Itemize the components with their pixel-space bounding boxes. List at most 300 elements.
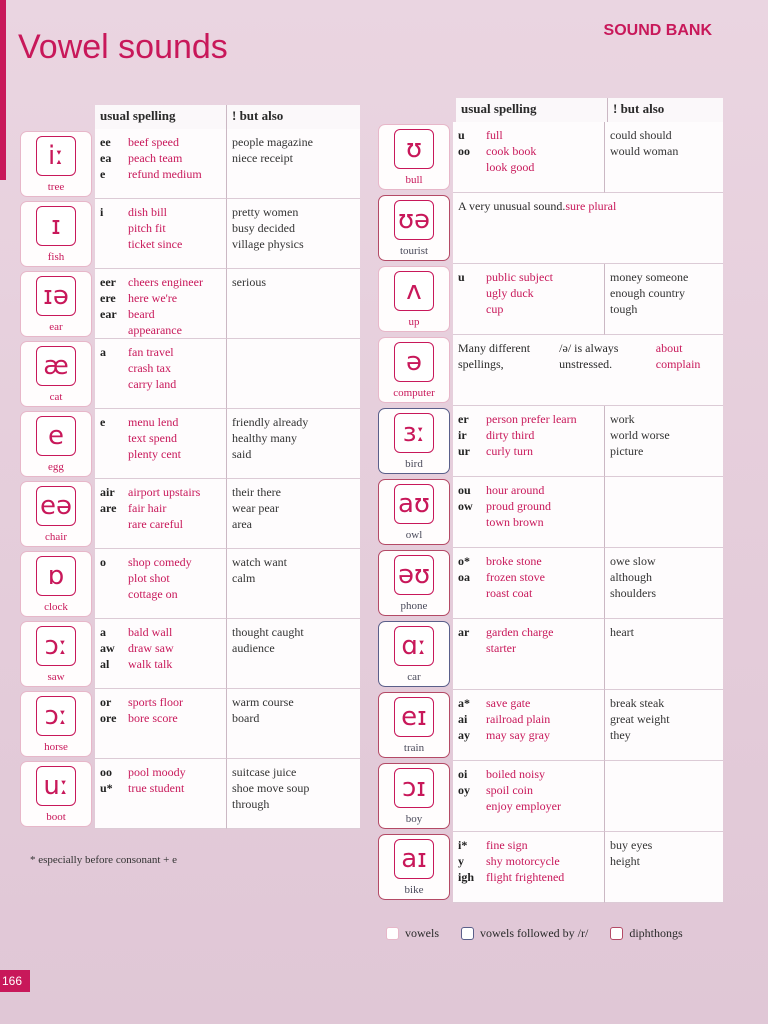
note-line: sure plural — [565, 199, 617, 213]
sound-keyword: egg — [48, 461, 64, 473]
example-word: crash tax — [128, 361, 171, 375]
but-also-cell — [605, 619, 723, 690]
sound-card[interactable] — [378, 479, 450, 545]
spelling-letter: u* — [100, 781, 113, 795]
phonetic-symbol-icon: ɜː — [394, 413, 434, 453]
spelling-letter: eer — [100, 275, 116, 289]
exception-word: audience — [232, 641, 275, 655]
vowel-row — [20, 549, 360, 619]
phonetic-symbol-icon: ɑː — [394, 626, 434, 666]
usual-spelling-cell — [95, 759, 227, 829]
vowel-row — [378, 264, 723, 335]
but-also-cell — [605, 832, 723, 903]
phonetic-symbol-icon: ʊə — [394, 200, 434, 240]
sound-keyword: tourist — [399, 245, 429, 257]
spelling-letters — [458, 837, 486, 897]
spelling-letters — [458, 695, 486, 755]
spelling-letters — [458, 127, 486, 187]
spelling-letters — [100, 204, 128, 263]
col-usual-spelling: usual spelling — [95, 105, 227, 129]
spelling-letter: air — [100, 485, 115, 499]
spelling-letter: ere — [100, 291, 116, 305]
spelling-letter: al — [100, 657, 110, 671]
vowel-row — [378, 761, 723, 832]
example-words — [486, 624, 553, 684]
page-number: 166 — [0, 970, 30, 992]
exception-word: board — [232, 711, 260, 725]
usual-spelling-cell — [95, 479, 227, 549]
phonetic-symbol-icon: eə — [36, 486, 76, 526]
exception-word: calm — [232, 571, 256, 585]
example-word: appearance — [128, 323, 182, 337]
vowel-row — [20, 339, 360, 409]
example-word: here we're — [128, 291, 178, 305]
spelling-letter: ar — [458, 625, 470, 639]
vowel-row — [378, 619, 723, 690]
example-word: refund medium — [128, 167, 202, 181]
sound-keyword: saw — [47, 671, 65, 683]
phonetic-symbol-icon: ɔɪ — [394, 768, 434, 808]
example-word: carry land — [128, 377, 177, 391]
usual-spelling-cell — [95, 269, 227, 339]
sound-card[interactable] — [20, 761, 92, 827]
sound-keyword: bull — [405, 174, 423, 186]
example-word: person prefer learn — [486, 412, 577, 426]
sound-keyword: computer — [393, 387, 435, 399]
spelling-letter: aw — [100, 641, 115, 655]
example-word: dish bill — [128, 205, 168, 219]
note-cell — [453, 335, 723, 406]
spelling-letters — [458, 482, 486, 542]
spelling-letter: a — [100, 625, 106, 639]
vowel-row — [378, 122, 723, 193]
vowel-row — [378, 690, 723, 761]
example-words — [486, 837, 564, 897]
sound-keyword: chair — [45, 531, 67, 543]
spelling-letters — [100, 484, 128, 543]
example-word: shy motorcycle — [486, 854, 560, 868]
sound-card[interactable] — [20, 131, 92, 197]
footnote: * especially before consonant + e — [30, 854, 178, 866]
spelling-letter: ou — [458, 483, 471, 497]
sound-card[interactable] — [20, 691, 92, 757]
spelling-letters — [458, 553, 486, 613]
vowel-row — [20, 199, 360, 269]
note-line: A very unusual sound. — [458, 199, 566, 213]
exception-word: shoulders — [610, 586, 656, 600]
example-word: draw saw — [128, 641, 174, 655]
phonetic-symbol-icon: aɪ — [394, 839, 434, 879]
sound-card[interactable] — [20, 551, 92, 617]
sound-card[interactable] — [378, 621, 450, 687]
example-words — [128, 554, 192, 613]
example-words — [486, 695, 550, 755]
spelling-letter: igh — [458, 870, 475, 884]
sound-card[interactable] — [20, 621, 92, 687]
example-word: fan travel — [128, 345, 174, 359]
example-word: beef speed — [128, 135, 179, 149]
example-words — [128, 134, 202, 193]
but-also-cell — [227, 759, 360, 829]
exception-word: break steak — [610, 696, 665, 710]
example-word: true student — [128, 781, 185, 795]
usual-spelling-cell — [453, 619, 605, 690]
vowel-row — [20, 409, 360, 479]
spelling-letter: a — [100, 345, 106, 359]
spelling-letters — [100, 414, 128, 473]
exception-word: pretty women — [232, 205, 299, 219]
exception-word: tough — [610, 302, 638, 316]
col-usual-spelling: usual spelling — [456, 98, 608, 122]
example-word: public subject — [486, 270, 553, 284]
exception-word: money someone — [610, 270, 689, 284]
spelling-letter: e — [100, 415, 106, 429]
example-word: railroad plain — [486, 712, 551, 726]
but-also-cell — [227, 689, 360, 759]
left-rows — [20, 129, 360, 829]
usual-spelling-cell — [453, 406, 605, 477]
spelling-letter: are — [100, 501, 117, 515]
example-word: garden charge — [486, 625, 554, 639]
col-but-also: ! but also — [613, 101, 665, 116]
table-header — [456, 98, 723, 122]
example-word: full — [486, 128, 503, 142]
exception-word: niece receipt — [232, 151, 293, 165]
phonetic-symbol-icon: ɪə — [36, 276, 76, 316]
usual-spelling-cell — [453, 761, 605, 832]
exception-word: suitcase juice — [232, 765, 297, 779]
usual-spelling-cell — [453, 122, 605, 193]
vowel-row — [20, 619, 360, 689]
spelling-letters — [458, 766, 486, 826]
vowel-row — [378, 477, 723, 548]
but-also-cell — [227, 409, 360, 479]
spelling-letters — [100, 764, 128, 823]
spelling-letter: ore — [100, 711, 117, 725]
example-word: save gate — [486, 696, 531, 710]
spelling-letter: oo — [458, 144, 470, 158]
but-also-cell — [227, 199, 360, 269]
sound-keyword: boy — [405, 813, 423, 825]
example-word: bore score — [128, 711, 178, 725]
example-word: plot shot — [128, 571, 170, 585]
but-also-cell — [605, 406, 723, 477]
spelling-letter: a* — [458, 696, 470, 710]
legend — [386, 926, 683, 941]
exception-word: could should — [610, 128, 672, 142]
spelling-letters — [100, 554, 128, 613]
example-word: walk talk — [128, 657, 173, 671]
sound-card[interactable] — [378, 266, 450, 332]
vowel-row — [378, 406, 723, 477]
exception-word: work — [610, 412, 635, 426]
right-rows — [378, 122, 723, 903]
usual-spelling-cell — [453, 264, 605, 335]
sound-keyword: up — [408, 316, 420, 328]
vowel-row — [378, 832, 723, 903]
exception-word: would woman — [610, 144, 679, 158]
spelling-letters — [458, 411, 486, 471]
example-word: peach team — [128, 151, 183, 165]
vowel-row — [20, 689, 360, 759]
spelling-letters — [100, 344, 128, 403]
vowel-row — [378, 335, 723, 406]
sound-keyword: fish — [47, 251, 65, 263]
sound-keyword: clock — [44, 601, 68, 613]
phonetic-symbol-icon: e — [36, 416, 76, 456]
sound-keyword: horse — [44, 741, 68, 753]
sound-card[interactable] — [20, 271, 92, 337]
example-words — [128, 764, 186, 823]
right-vowel-table — [378, 98, 723, 903]
example-word: curly turn — [486, 444, 533, 458]
spelling-letter: u — [458, 128, 465, 142]
but-also-cell — [605, 122, 723, 193]
example-words — [128, 344, 176, 403]
example-word: rare careful — [128, 517, 183, 531]
exception-word: village physics — [232, 237, 304, 251]
exception-word: watch want — [232, 555, 287, 569]
note-line: /ə/ is always unstressed. — [559, 341, 619, 371]
example-word: hour around — [486, 483, 545, 497]
exception-word: owe slow — [610, 554, 656, 568]
example-word: starter — [486, 641, 516, 655]
sound-keyword: phone — [400, 600, 428, 612]
sound-keyword: owl — [405, 529, 423, 541]
but-also-cell — [227, 479, 360, 549]
example-word: flight frightened — [486, 870, 565, 884]
sound-card[interactable] — [378, 692, 450, 758]
phonetic-symbol-icon: æ — [36, 346, 76, 386]
example-words — [486, 127, 536, 187]
example-word: pitch fit — [128, 221, 166, 235]
example-word: fair hair — [128, 501, 167, 515]
phonetic-symbol-icon: uː — [36, 766, 76, 806]
sound-card[interactable] — [378, 337, 450, 403]
but-also-cell — [605, 548, 723, 619]
sound-card[interactable] — [20, 411, 92, 477]
spelling-letters — [458, 269, 486, 329]
example-word: sports floor — [128, 695, 183, 709]
exception-word: through — [232, 797, 270, 811]
legend-item-vowels: vowels — [386, 926, 439, 941]
but-also-cell — [605, 690, 723, 761]
sound-card[interactable] — [20, 341, 92, 407]
spelling-letter: u — [458, 270, 465, 284]
phonetic-symbol-icon: iː — [36, 136, 76, 176]
sound-card[interactable] — [378, 195, 450, 261]
spelling-letter: o — [100, 555, 106, 569]
example-words — [486, 766, 561, 826]
exception-word: serious — [232, 275, 266, 289]
example-word: town brown — [486, 515, 544, 529]
example-word: cook book — [486, 144, 537, 158]
example-words — [128, 624, 174, 683]
example-words — [128, 414, 181, 473]
sound-card[interactable] — [378, 408, 450, 474]
phonetic-symbol-icon: ɪ — [36, 206, 76, 246]
spelling-letter: oo — [100, 765, 112, 779]
sound-keyword: ear — [49, 321, 63, 333]
spelling-letter: ay — [458, 728, 470, 742]
but-also-cell — [227, 339, 360, 409]
but-also-cell — [605, 477, 723, 548]
usual-spelling-cell — [453, 548, 605, 619]
sound-card[interactable] — [378, 834, 450, 900]
example-word: broke stone — [486, 554, 542, 568]
but-also-cell — [605, 264, 723, 335]
legend-item-vowels-r: vowels followed by /r/ — [461, 926, 588, 941]
example-word: frozen stove — [486, 570, 545, 584]
example-words — [486, 553, 545, 613]
exception-word: wear pear — [232, 501, 279, 515]
example-word: plenty cent — [128, 447, 181, 461]
spelling-letter: oi — [458, 767, 468, 781]
phonetic-symbol-icon: ʌ — [394, 271, 434, 311]
vowel-row — [20, 759, 360, 829]
vowel-row — [378, 193, 723, 264]
example-word: bald wall — [128, 625, 173, 639]
exception-word: enough country — [610, 286, 685, 300]
usual-spelling-cell — [453, 477, 605, 548]
note-line: about complain — [655, 341, 701, 371]
spelling-letters — [458, 624, 486, 684]
spelling-letter: ow — [458, 499, 473, 513]
usual-spelling-cell — [95, 129, 227, 199]
exception-word: shoe move soup — [232, 781, 310, 795]
example-words — [486, 482, 551, 542]
exception-word: buy eyes — [610, 838, 653, 852]
but-also-cell — [227, 549, 360, 619]
phonetic-symbol-icon: eɪ — [394, 697, 434, 737]
example-word: boiled noisy — [486, 767, 545, 781]
usual-spelling-cell — [453, 690, 605, 761]
example-word: shop comedy — [128, 555, 192, 569]
exception-word: heart — [610, 625, 634, 639]
spelling-letters — [100, 624, 128, 683]
sound-card[interactable] — [20, 201, 92, 267]
example-words — [486, 269, 553, 329]
exception-word: friendly already — [232, 415, 309, 429]
example-word: text spend — [128, 431, 177, 445]
spelling-letters — [100, 274, 128, 333]
sound-card[interactable] — [378, 550, 450, 616]
example-word: airport upstairs — [128, 485, 201, 499]
exception-word: height — [610, 854, 640, 868]
spelling-letter: ur — [458, 444, 470, 458]
example-words — [128, 484, 200, 543]
spelling-letter: or — [100, 695, 112, 709]
but-also-cell — [227, 129, 360, 199]
spelling-letter: oa — [458, 570, 470, 584]
example-word: roast coat — [486, 586, 533, 600]
spelling-letter: y — [458, 854, 464, 868]
but-also-cell — [227, 619, 360, 689]
example-word: menu lend — [128, 415, 179, 429]
vowel-row — [20, 269, 360, 339]
note-cell — [453, 193, 723, 264]
usual-spelling-cell — [95, 409, 227, 479]
col-but-also: ! but also — [232, 108, 284, 123]
sound-keyword: cat — [49, 391, 63, 403]
table-header — [95, 105, 360, 129]
example-word: ugly duck — [486, 286, 534, 300]
sound-card[interactable] — [378, 763, 450, 829]
usual-spelling-cell — [453, 832, 605, 903]
sound-keyword: boot — [46, 811, 66, 823]
spelling-letter: o* — [458, 554, 470, 568]
blue-box-icon — [461, 927, 474, 940]
example-word: pool moody — [128, 765, 186, 779]
example-word: cottage on — [128, 587, 178, 601]
example-words — [128, 694, 183, 753]
phonetic-symbol-icon: ɔː — [36, 626, 76, 666]
red-box-icon — [610, 927, 623, 940]
example-words — [128, 204, 182, 263]
sound-keyword: bike — [404, 884, 424, 896]
phonetic-symbol-icon: ɔː — [36, 696, 76, 736]
example-word: fine sign — [486, 838, 528, 852]
vowel-row — [20, 479, 360, 549]
phonetic-symbol-icon: ɒ — [36, 556, 76, 596]
example-word: beard — [128, 307, 155, 321]
example-word: dirty third — [486, 428, 535, 442]
spelling-letter: oy — [458, 783, 470, 797]
section-label: SOUND BANK — [603, 22, 712, 39]
example-word: look good — [486, 160, 535, 174]
phonetic-symbol-icon: ʊ — [394, 129, 434, 169]
phonetic-symbol-icon: aʊ — [394, 484, 434, 524]
exception-word: their there — [232, 485, 281, 499]
spelling-letter: er — [458, 412, 469, 426]
spelling-letter: ear — [100, 307, 117, 321]
usual-spelling-cell — [95, 689, 227, 759]
usual-spelling-cell — [95, 619, 227, 689]
usual-spelling-cell — [95, 339, 227, 409]
phonetic-symbol-icon: ə — [394, 342, 434, 382]
exception-word: healthy many — [232, 431, 297, 445]
page-title: Vowel sounds — [18, 28, 228, 66]
legend-item-diphthongs: diphthongs — [610, 926, 682, 941]
page-edge-bar — [0, 0, 6, 180]
exception-word: great weight — [610, 712, 670, 726]
example-words — [128, 274, 203, 337]
exception-word: busy decided — [232, 221, 295, 235]
exception-word: picture — [610, 444, 644, 458]
left-vowel-table — [20, 105, 360, 829]
exception-word: thought caught — [232, 625, 304, 639]
sound-keyword: tree — [47, 181, 65, 193]
sound-card[interactable] — [20, 481, 92, 547]
vowel-row — [20, 129, 360, 199]
exception-word: said — [232, 447, 252, 461]
example-words — [486, 411, 577, 471]
spelling-letter: ee — [100, 135, 111, 149]
exception-word: area — [232, 517, 252, 531]
phonetic-symbol-icon: əʊ — [394, 555, 434, 595]
exception-word: people magazine — [232, 135, 313, 149]
sound-keyword: train — [403, 742, 425, 754]
example-word: cup — [486, 302, 504, 316]
but-also-cell — [227, 269, 360, 339]
spelling-letter: i — [100, 205, 104, 219]
example-word: enjoy employer — [486, 799, 561, 813]
vowel-row — [378, 548, 723, 619]
sound-card[interactable] — [378, 124, 450, 190]
note-line: Many different spellings, — [458, 341, 531, 371]
spelling-letter: ir — [458, 428, 467, 442]
spelling-letter: i* — [458, 838, 468, 852]
